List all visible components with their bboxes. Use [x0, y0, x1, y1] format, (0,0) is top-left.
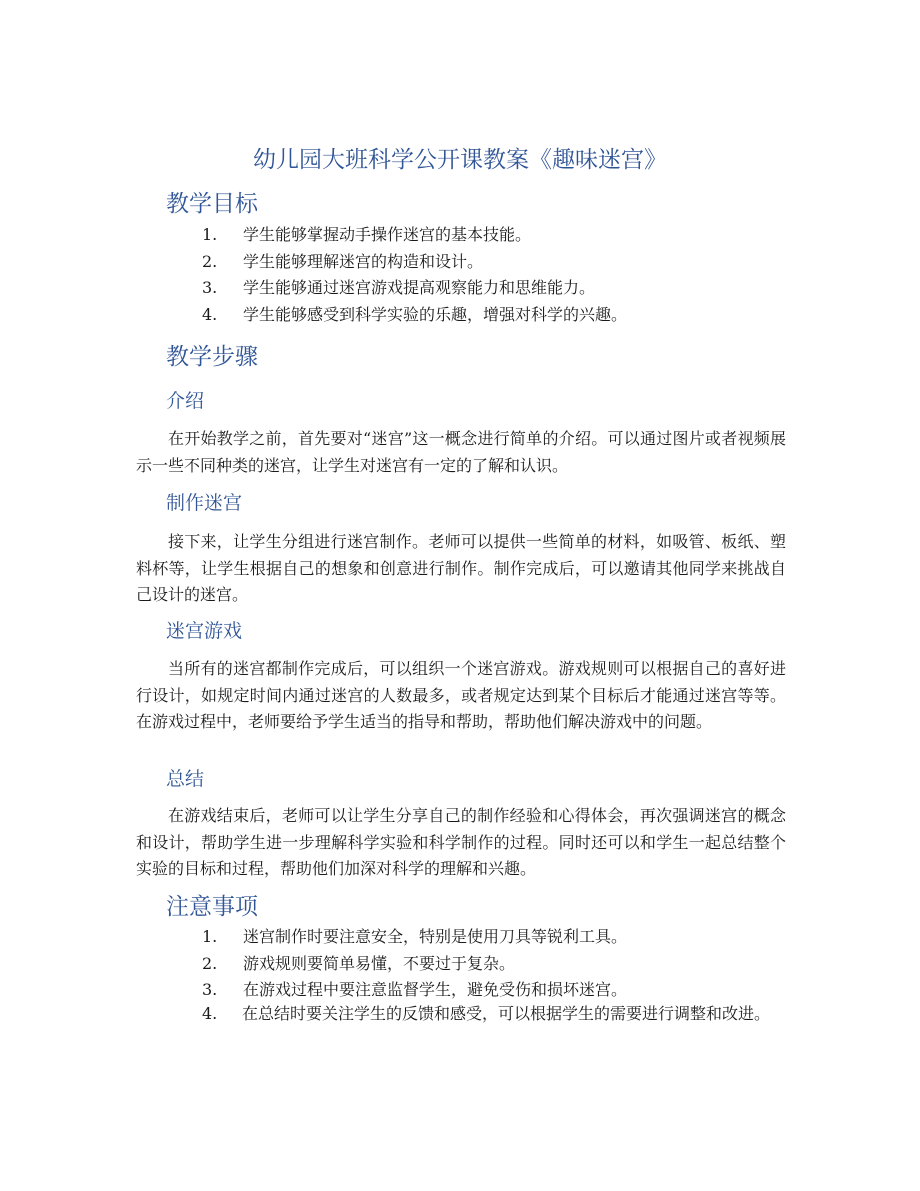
section-heading-steps: 教学步骤 [166, 344, 258, 370]
make-paragraph: 接下来，让学生分组进行迷宫制作。老师可以提供一些简单的材料，如吸管、板纸、塑料杯等，让学生根据自己的想象和创意进行制作。制作完成后，可以邀请其他同学来挑战自己设计的迷宫。 [136, 532, 786, 604]
subsection-heading-summary: 总结 [166, 768, 205, 790]
list-item-number: 1. [202, 927, 218, 946]
list-item-text: 游戏规则要简单易懂，不要过于复杂。 [243, 953, 516, 973]
summary-paragraph: 在游戏结束后，老师可以让学生分享自己的制作经验和心得体会，再次强调迷宫的概念和设计，帮助学生进一步理解科学实验和科学制作的过程。同时还可以和学生一起总结整个实验的目标和过程，帮助他们加深对科学的理解和兴趣。 [136, 806, 786, 878]
document-title: 幼儿园大班科学公开课教案《趣味迷宫》 [253, 147, 667, 173]
list-item-number: 2. [202, 251, 218, 271]
list-item [166, 924, 786, 951]
list-item [166, 977, 786, 1004]
list-item [166, 951, 786, 978]
intro-paragraph: 在开始教学之前，首先要对“迷宫”这一概念进行简单的介绍。可以通过图片或者视频展示一些不同种类的迷宫，让学生对迷宫有一定的了解和认识。 [136, 429, 786, 475]
list-item-number: 3. [202, 980, 218, 999]
list-item-text: 在总结时要关注学生的反馈和感受，可以根据学生的需要进行调整和改进。 [242, 1004, 771, 1023]
list-item-text: 迷宫制作时要注意安全，特别是使用刀具等锐利工具。 [243, 927, 628, 946]
list-item [166, 275, 786, 302]
list-item [166, 249, 786, 276]
list-item-text: 学生能够通过迷宫游戏提高观察能力和思维能力。 [243, 278, 596, 297]
list-item [166, 302, 786, 329]
list-item-text: 学生能够理解迷宫的构造和设计。 [243, 251, 484, 271]
list-item-text: 在游戏过程中要注意监督学生，避免受伤和损坏迷宫。 [243, 980, 628, 999]
section-heading-notes: 注意事项 [166, 894, 258, 920]
subsection-heading-intro: 介绍 [166, 390, 205, 412]
notes-list [166, 924, 786, 1004]
list-item [166, 1001, 786, 1028]
list-item-number: 4. [202, 1004, 218, 1023]
list-item-number: 3. [202, 278, 218, 297]
list-item [166, 222, 786, 249]
list-item-number: 4. [202, 304, 218, 324]
list-item-number: 1. [202, 225, 218, 244]
list-item-text: 学生能够感受到科学实验的乐趣，增强对科学的兴趣。 [243, 304, 628, 324]
list-item-text: 学生能够掌握动手操作迷宫的基本技能。 [243, 225, 532, 244]
section-heading-goals: 教学目标 [166, 191, 258, 217]
game-paragraph: 当所有的迷宫都制作完成后，可以组织一个迷宫游戏。游戏规则可以根据自己的喜好进行设计，如规定时间内通过迷宫的人数最多，或者规定达到某个目标后才能通过迷宫等等。在游戏过程中，老师要给予学生适当的指导和帮助，帮助他们解决游戏中的问题。 [136, 659, 786, 731]
subsection-heading-game: 迷宫游戏 [166, 620, 243, 642]
list-item-number: 2. [202, 953, 218, 973]
subsection-heading-make: 制作迷宫 [166, 492, 243, 514]
goals-list [166, 222, 786, 328]
